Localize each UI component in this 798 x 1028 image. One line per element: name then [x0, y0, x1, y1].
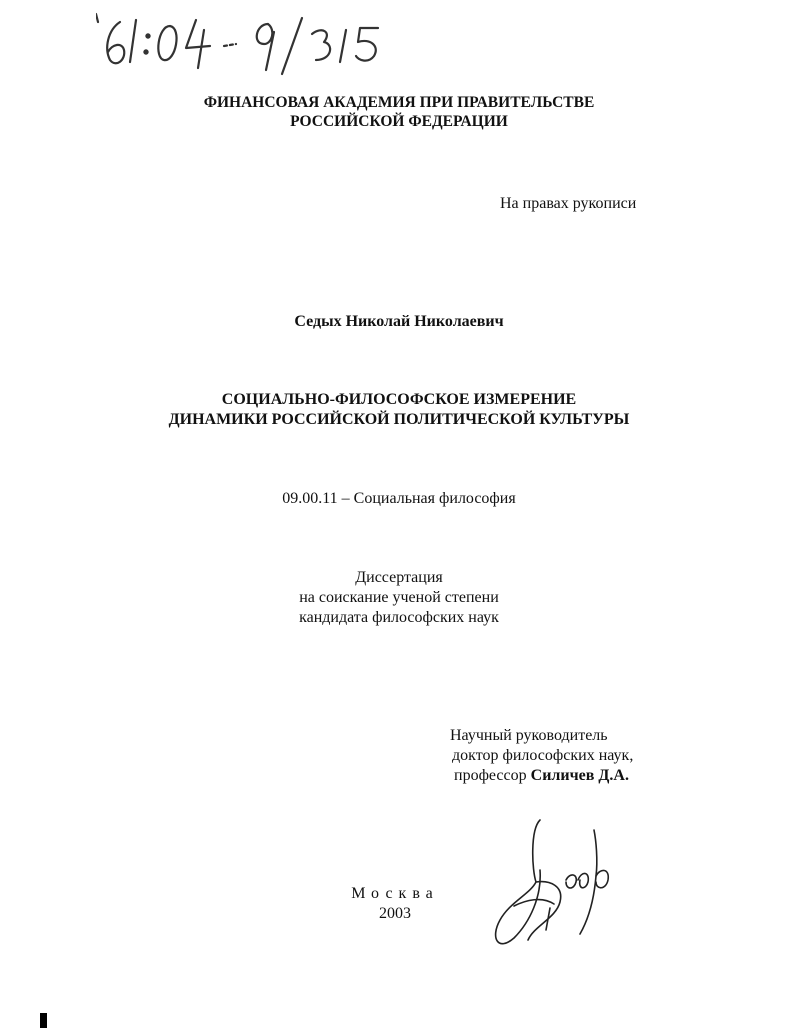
title-line-1: СОЦИАЛЬНО-ФИЛОСОФСКОЕ ИЗМЕРЕНИЕ — [221, 391, 577, 408]
dissertation-title — [0, 390, 798, 430]
degree-line-3: кандидата философских наук — [299, 609, 499, 626]
supervisor-line-3 — [450, 766, 633, 786]
manuscript-rights-note: На правах рукописи — [500, 195, 637, 212]
title-line-2: ДИНАМИКИ РОССИЙСКОЙ ПОЛИТИЧЕСКОЙ КУЛЬТУРЫ — [168, 411, 630, 428]
organization-line-2: РОССИЙСКОЙ ФЕДЕРАЦИИ — [290, 113, 508, 130]
supervisor-block — [450, 726, 633, 786]
archive-stamp — [96, 8, 426, 78]
degree-description — [0, 568, 798, 628]
specialty-code: 09.00.11 – Социальная философия — [282, 490, 516, 507]
year: 2003 — [379, 905, 411, 922]
city-name: Москва — [351, 885, 439, 902]
scan-edge-mark — [40, 1013, 47, 1028]
supervisor-line-1: Научный руководитель — [450, 727, 608, 744]
author-signature — [470, 810, 630, 960]
organization-name — [0, 93, 798, 131]
degree-line-2: на соискание ученой степени — [299, 589, 499, 606]
supervisor-line-2: доктор философских наук, — [452, 747, 634, 764]
author-name: Седых Николай Николаевич — [294, 313, 504, 330]
degree-line-1: Диссертация — [355, 569, 443, 586]
place-and-year — [340, 884, 450, 924]
supervisor-name: Силичев Д.А. — [530, 767, 629, 784]
organization-line-1: ФИНАНСОВАЯ АКАДЕМИЯ ПРИ ПРАВИТЕЛЬСТВЕ — [203, 94, 595, 111]
supervisor-title: профессор — [454, 767, 531, 784]
